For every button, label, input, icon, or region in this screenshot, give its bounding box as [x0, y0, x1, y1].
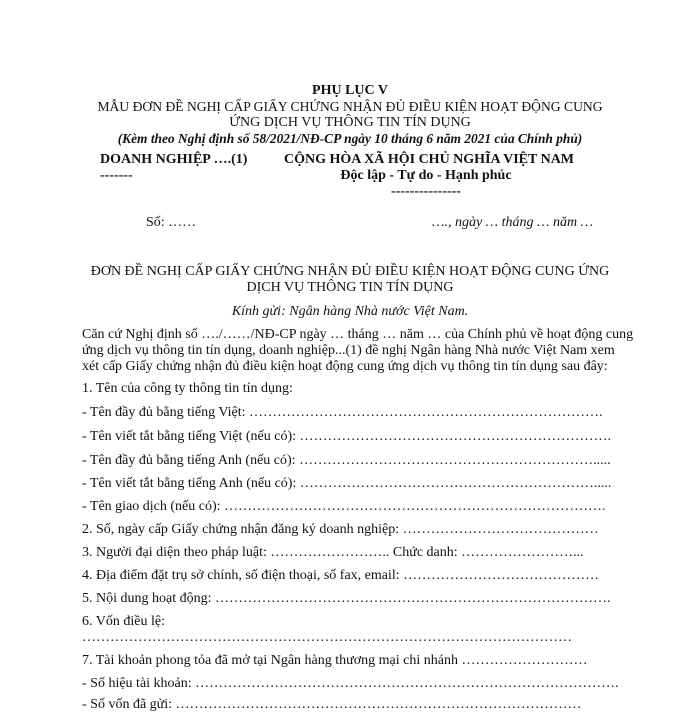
document-number: Số: …… [146, 215, 197, 230]
intro-paragraph-line3: xét cấp Giấy chứng nhận đủ điều kiện hoạt động cung ứng dịch vụ thông tin tín dụng sau đây: [82, 359, 608, 374]
field-business-activities: 5. Nội dung hoạt động: …………………………………………………………………………. [82, 591, 611, 606]
intro-paragraph-line2: ứng dịch vụ thông tin tín dụng, doanh nghiệp...(1) đề nghị Ngân hàng Nhà nước Việt Nam xem [82, 343, 615, 358]
field-charter-capital-label: 6. Vốn điều lệ: [82, 614, 165, 629]
field-full-name-english: - Tên đầy đủ bằng tiếng Anh (nếu có): ………………………………………………………..... [82, 453, 611, 468]
form-template-title-line2: ỨNG DỊCH VỤ THÔNG TIN TÍN DỤNG [229, 115, 471, 130]
application-title-line2: DỊCH VỤ THÔNG TIN TÍN DỤNG [246, 280, 454, 295]
addressee: Kính gửi: Ngân hàng Nhà nước Việt Nam. [231, 304, 469, 319]
intro-paragraph-line1: Căn cứ Nghị định số …./……/NĐ-CP ngày … tháng … năm … của Chính phủ về hoạt động cung [82, 327, 634, 342]
appendix-heading: PHỤ LỤC V [312, 83, 388, 98]
national-motto: Độc lập - Tự do - Hạnh phúc [340, 168, 512, 183]
field-abbrev-name-vietnamese: - Tên viết tắt bằng tiếng Việt (nếu có): …………………………………………………………. [82, 429, 612, 444]
field-business-registration: 2. Số, ngày cấp Giấy chứng nhận đăng ký doanh nghiệp: …………………………………… [82, 522, 599, 537]
decree-reference: (Kèm theo Nghị định số 58/2021/NĐ-CP ngày 10 tháng 6 năm 2021 của Chính phủ) [117, 131, 583, 146]
motto-rule: --------------- [391, 184, 461, 199]
section-1-heading: 1. Tên của công ty thông tin tín dụng: [82, 381, 293, 396]
national-title: CỘNG HÒA XÃ HỘI CHỦ NGHĨA VIỆT NAM [284, 152, 575, 167]
field-charter-capital-value: …………………………………………………………………………………………… [82, 630, 572, 645]
field-legal-representative: 3. Người đại diện theo pháp luật: …………………….. Chức danh: ……………………... [82, 545, 584, 560]
field-trade-name: - Tên giao dịch (nếu có): ………………………………………………………………………. [82, 499, 606, 514]
field-full-name-vietnamese: - Tên đầy đủ bằng tiếng Việt: …………………………………………………………………. [82, 405, 603, 420]
application-title-line1: ĐƠN ĐỀ NGHỊ CẤP GIẤY CHỨNG NHẬN ĐỦ ĐIỀU KIỆN HOẠT ĐỘNG CUNG ỨNG [90, 264, 610, 279]
form-template-title-line1: MẪU ĐƠN ĐỀ NGHỊ CẤP GIẤY CHỨNG NHẬN ĐỦ ĐIỀU KIỆN HOẠT ĐỘNG CUNG [97, 99, 603, 114]
document-date: …., ngày … tháng … năm … [432, 215, 594, 230]
field-deposited-capital: - Số vốn đã gửi: …………………………………………………………………………… [82, 697, 582, 712]
company-name-placeholder: DOANH NGHIỆP ….(1) [100, 152, 248, 167]
field-head-office-contact: 4. Địa điểm đặt trụ sở chính, số điện thoại, số fax, email: …………………………………… [82, 568, 600, 583]
field-blocked-account-bank: 7. Tài khoản phong tỏa đã mở tại Ngân hàng thương mại chi nhánh ……………………… [82, 653, 588, 668]
field-abbrev-name-english: - Tên viết tắt bằng tiếng Anh (nếu có): ………………………………………………………..... [82, 476, 612, 491]
field-account-number: - Số hiệu tài khoản: ………………………………………………………………………………. [82, 676, 619, 691]
company-rule: ------- [100, 168, 133, 183]
